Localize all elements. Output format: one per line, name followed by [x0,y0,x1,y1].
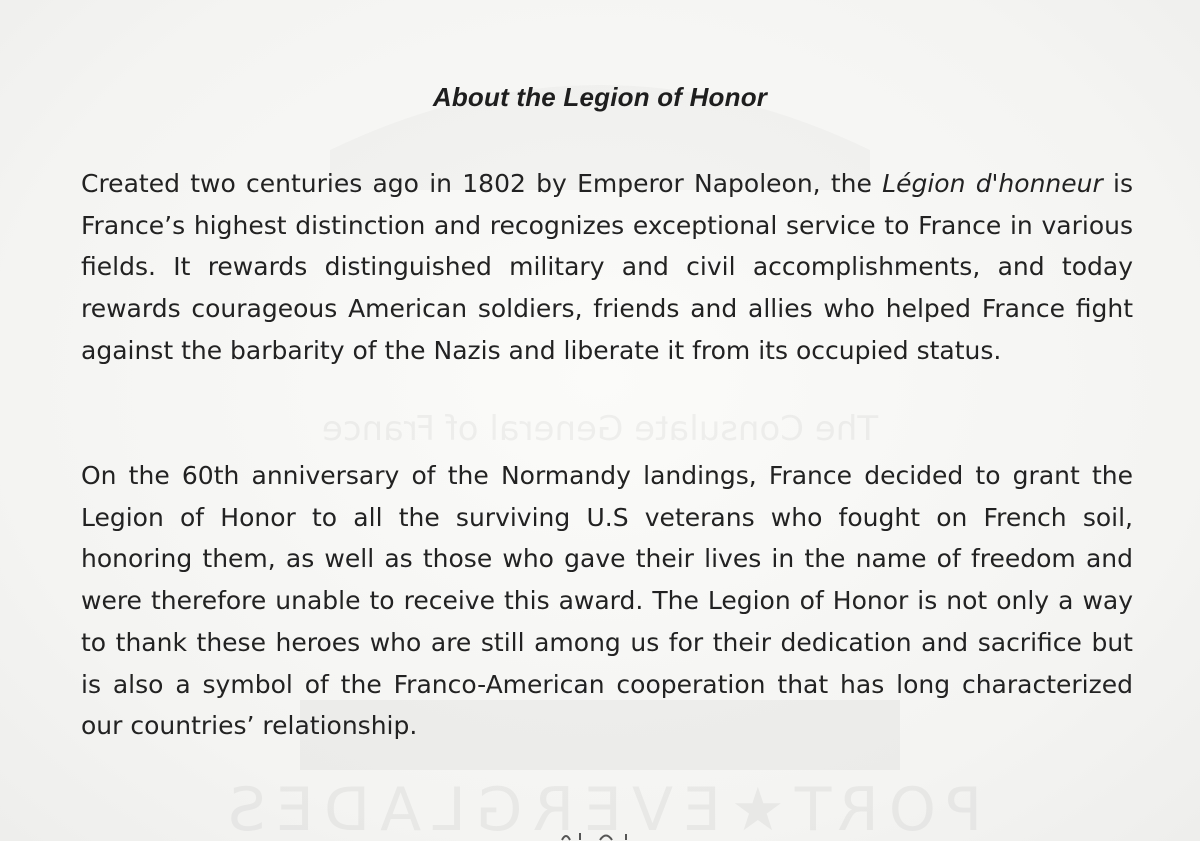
legion-dhonneur-term: Légion d'honneur [882,169,1103,198]
cut-off-text-fragment [560,828,640,841]
paragraph-history-intro: Created two centuries ago in 1802 by Emperor Napoleon, the [81,169,883,198]
paragraph-history [81,163,1133,372]
paragraph-history-rest: is France’s highest distinction and recognizes exceptional service to France in various fields. It rewards distinguished military and civil accomplishments, and today rewards courageous American soldiers, friends and allies who helped France fight against the barbarity of the Nazis and liberate it from its occupied status. [81,169,1133,365]
paragraph-normandy: On the 60th anniversary of the Normandy landings, France decided to grant the Legion of Honor to all the surviving U.S veterans who fought on French soil, honoring them, as well as those who gave their lives in the name of freedom and were therefore unable to receive this award. The Legion of Honor is not only a way to thank these heroes who are still among us for their dedication and sacrifice but is also a symbol of the Franco-American cooperation that has long characterized our countries’ relationship. [81,461,1133,741]
bleed-through-line-2: PORT★EVERGLADES [217,775,983,841]
bleed-through-line-1: The Consulate General of France [321,409,879,449]
document-title: About the Legion of Honor [432,82,768,112]
